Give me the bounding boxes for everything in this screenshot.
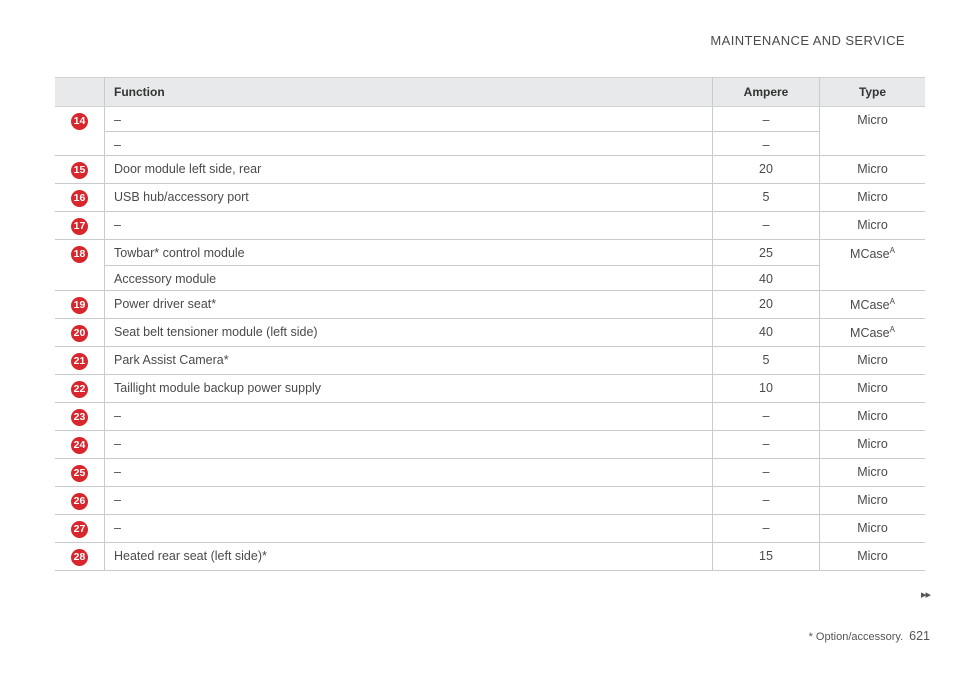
fuse-number-badge: 17 <box>71 218 88 235</box>
table-subrow <box>55 266 925 291</box>
fuse-number-badge: 16 <box>71 190 88 207</box>
type-cell <box>820 291 926 319</box>
function-cell: Power driver seat* <box>105 291 713 319</box>
page-number: 621 <box>909 629 930 643</box>
ampere-cell: – <box>713 459 820 487</box>
type-value: MCase <box>850 298 890 313</box>
fuse-number-cell <box>55 319 105 347</box>
function-cell: – <box>105 212 713 240</box>
fuse-number-cell <box>55 347 105 375</box>
ampere-cell: 20 <box>713 291 820 319</box>
fuse-number-cell <box>55 543 105 571</box>
footer-option-note: * Option/accessory. <box>808 631 904 643</box>
ampere-cell: – <box>713 403 820 431</box>
ampere-cell: – <box>713 431 820 459</box>
fuse-number-badge: 18 <box>71 246 88 263</box>
function-cell: Seat belt tensioner module (left side) <box>105 319 713 347</box>
fuse-number-cell <box>55 403 105 431</box>
ampere-cell: 20 <box>713 156 820 184</box>
function-cell: – <box>105 487 713 515</box>
fuse-number-cell <box>55 240 105 291</box>
header-number <box>55 78 105 107</box>
type-cell: Micro <box>820 515 926 543</box>
table-row <box>55 431 925 459</box>
type-footnote-marker: A <box>889 325 895 334</box>
header-function: Function <box>105 78 713 107</box>
type-cell: Micro <box>820 543 926 571</box>
function-cell: USB hub/accessory port <box>105 184 713 212</box>
fuse-number-cell <box>55 107 105 156</box>
fuse-number-cell <box>55 375 105 403</box>
fuse-number-badge: 19 <box>71 297 88 314</box>
page-header-title: MAINTENANCE AND SERVICE <box>710 33 905 48</box>
table-subrow <box>55 132 925 156</box>
table-row <box>55 487 925 515</box>
table-row <box>55 107 925 132</box>
function-cell: – <box>105 107 713 132</box>
function-cell: – <box>105 132 713 156</box>
function-cell: Towbar* control module <box>105 240 713 266</box>
type-value: MCase <box>850 247 890 262</box>
fuse-number-cell <box>55 212 105 240</box>
ampere-cell: – <box>713 515 820 543</box>
fuse-number-badge: 24 <box>71 437 88 454</box>
ampere-cell: – <box>713 107 820 132</box>
function-cell: – <box>105 515 713 543</box>
table-row <box>55 347 925 375</box>
table-row <box>55 459 925 487</box>
function-cell: Heated rear seat (left side)* <box>105 543 713 571</box>
type-cell: Micro <box>820 107 926 156</box>
ampere-cell: – <box>713 212 820 240</box>
page-footer <box>809 629 930 643</box>
fuse-number-badge: 28 <box>71 549 88 566</box>
type-cell: Micro <box>820 212 926 240</box>
fuse-number-cell <box>55 515 105 543</box>
fuse-table <box>55 77 925 571</box>
fuse-number-cell <box>55 156 105 184</box>
function-cell: – <box>105 431 713 459</box>
fuse-number-badge: 22 <box>71 381 88 398</box>
function-cell: Door module left side, rear <box>105 156 713 184</box>
table-row <box>55 212 925 240</box>
table-row <box>55 543 925 571</box>
type-cell: Micro <box>820 347 926 375</box>
fuse-number-badge: 23 <box>71 409 88 426</box>
table-header-row <box>55 78 925 107</box>
fuse-number-badge: 26 <box>71 493 88 510</box>
fuse-number-badge: 21 <box>71 353 88 370</box>
fuse-number-badge: 20 <box>71 325 88 342</box>
type-cell: Micro <box>820 403 926 431</box>
type-value: MCase <box>850 326 890 341</box>
function-cell: Accessory module <box>105 266 713 291</box>
fuse-number-cell <box>55 431 105 459</box>
ampere-cell: – <box>713 132 820 156</box>
table-row <box>55 375 925 403</box>
header-type: Type <box>820 78 926 107</box>
type-cell: Micro <box>820 156 926 184</box>
table-row <box>55 156 925 184</box>
ampere-cell: 40 <box>713 319 820 347</box>
table-row <box>55 403 925 431</box>
fuse-number-badge: 25 <box>71 465 88 482</box>
fuse-number-badge: 27 <box>71 521 88 538</box>
table-row <box>55 184 925 212</box>
table-row <box>55 319 925 347</box>
ampere-cell: 15 <box>713 543 820 571</box>
fuse-number-badge: 14 <box>71 113 88 130</box>
header-ampere: Ampere <box>713 78 820 107</box>
fuse-number-cell <box>55 184 105 212</box>
table-row <box>55 240 925 266</box>
function-cell: Park Assist Camera* <box>105 347 713 375</box>
type-cell: Micro <box>820 431 926 459</box>
ampere-cell: – <box>713 487 820 515</box>
function-cell: – <box>105 459 713 487</box>
type-footnote-marker: A <box>889 297 895 306</box>
ampere-cell: 40 <box>713 266 820 291</box>
ampere-cell: 10 <box>713 375 820 403</box>
fuse-number-cell <box>55 487 105 515</box>
function-cell: Taillight module backup power supply <box>105 375 713 403</box>
table-row <box>55 291 925 319</box>
type-cell: Micro <box>820 459 926 487</box>
type-cell <box>820 319 926 347</box>
next-page-arrows-icon[interactable]: ▸▸ <box>920 589 930 601</box>
type-footnote-marker: A <box>889 246 895 255</box>
fuse-number-cell <box>55 291 105 319</box>
type-cell: Micro <box>820 184 926 212</box>
type-cell <box>820 240 926 291</box>
function-cell: – <box>105 403 713 431</box>
ampere-cell: 25 <box>713 240 820 266</box>
ampere-cell: 5 <box>713 347 820 375</box>
type-cell: Micro <box>820 487 926 515</box>
ampere-cell: 5 <box>713 184 820 212</box>
type-cell: Micro <box>820 375 926 403</box>
table-row <box>55 515 925 543</box>
fuse-number-cell <box>55 459 105 487</box>
fuse-number-badge: 15 <box>71 162 88 179</box>
